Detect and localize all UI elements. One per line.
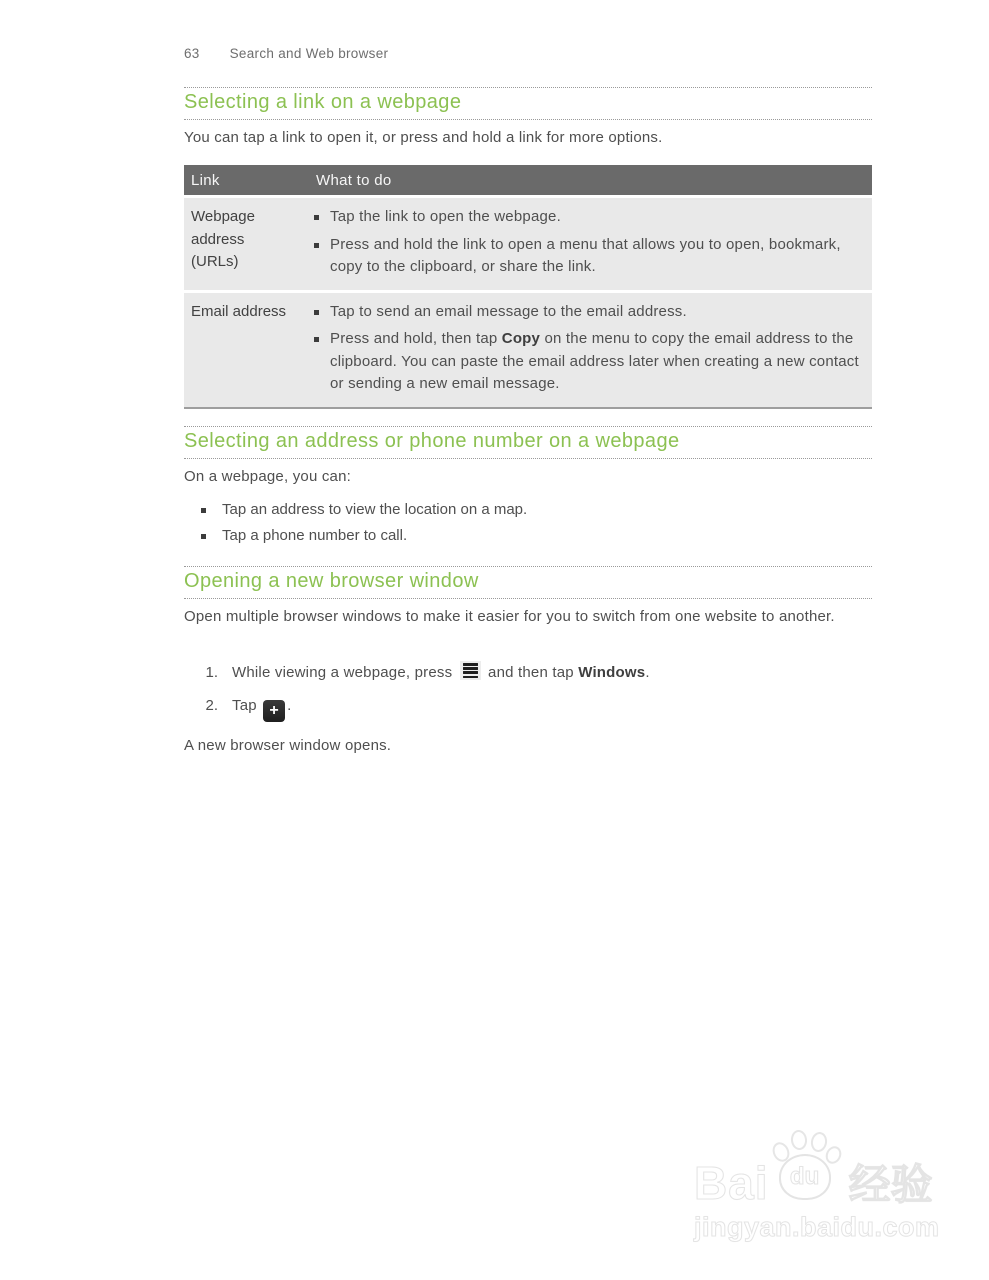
list-item-text: Tap a phone number to call. — [222, 526, 408, 544]
section-intro-new-window: Open multiple browser windows to make it easier for you to switch from one website to another. — [184, 608, 835, 625]
text-segment: and then tap — [488, 664, 574, 681]
table-header-link: Link — [191, 171, 220, 189]
paw-toe — [790, 1129, 808, 1151]
address-options-list — [184, 499, 784, 550]
section-heading-selecting-link: Selecting a link on a webpage — [184, 87, 872, 120]
watermark-bai-text: Bai — [694, 1157, 769, 1209]
table-cell-link-type — [184, 206, 313, 279]
page-number: 63 — [184, 46, 200, 61]
section-intro-selecting-link: You can tap a link to open it, or press and hold a link for more options. — [184, 129, 663, 146]
paw-toe — [809, 1131, 828, 1153]
text-segment: . — [287, 697, 292, 714]
list-item — [313, 328, 860, 396]
list-item-text: Tap to send an email message to the email address. — [330, 302, 687, 320]
bold-windows-label: Windows — [578, 664, 646, 681]
text-segment: While viewing a webpage, press — [232, 664, 453, 681]
section-heading-selecting-address: Selecting an address or phone number on a webpage — [184, 426, 872, 459]
table-cell-link-type — [184, 301, 313, 396]
table-row-webpage-address — [184, 195, 872, 290]
section-intro-selecting-address: On a webpage, you can: — [184, 468, 352, 485]
step-number: 2. — [205, 697, 218, 714]
link-type-label: Webpage address (URLs) — [191, 208, 255, 270]
table-cell-actions — [313, 206, 872, 279]
text-segment: . — [645, 664, 650, 681]
baidu-jingyan-watermark — [694, 1128, 944, 1243]
link-actions-table — [184, 165, 872, 409]
section-heading-new-window: Opening a new browser window — [184, 566, 872, 599]
square-bullet-icon — [201, 508, 206, 513]
baidu-paw-icon — [771, 1128, 843, 1206]
text-segment: Press and hold, then tap — [330, 330, 502, 347]
step-2 — [184, 694, 872, 722]
watermark-site-url: jingyan.baidu.com — [694, 1212, 940, 1242]
watermark-jingyan-text: 经验 — [848, 1161, 933, 1208]
step-text — [232, 694, 292, 722]
square-bullet-icon — [201, 534, 206, 539]
chapter-title: Search and Web browser — [229, 46, 389, 61]
watermark-logo — [694, 1128, 944, 1209]
list-item — [184, 499, 784, 522]
list-item-text: Press and hold the link to open a menu that allows you to open, bookmark, copy to the clipboard, or share the link. — [330, 235, 841, 275]
table-header-what-to-do: What to do — [316, 171, 392, 189]
list-item-text — [330, 328, 860, 396]
table-header-row — [184, 165, 872, 195]
section-outro-new-window: A new browser window opens. — [184, 737, 392, 754]
table-row-email-address — [184, 290, 872, 407]
list-item — [313, 301, 860, 324]
table-cell-actions — [313, 301, 872, 396]
list-item — [184, 525, 784, 548]
square-bullet-icon — [314, 310, 319, 315]
step-text — [232, 661, 650, 685]
new-window-plus-icon: + — [263, 700, 285, 722]
new-window-steps — [184, 661, 872, 731]
text-segment: on the menu to copy the email address to the clipboard. You can paste the email address later when creating a new contact or sending a new email message. — [330, 330, 859, 392]
square-bullet-icon — [314, 337, 319, 342]
menu-button-icon — [460, 661, 481, 680]
bold-copy-label: Copy — [501, 330, 541, 347]
paw-du-text: du — [779, 1154, 831, 1200]
running-head — [184, 46, 388, 61]
square-bullet-icon — [314, 243, 319, 248]
text-segment: Tap — [232, 697, 257, 714]
list-item — [313, 234, 860, 279]
list-item-text: Tap the link to open the webpage. — [330, 208, 561, 225]
step-number: 1. — [205, 664, 218, 681]
list-item-text: Tap an address to view the location on a map. — [222, 501, 528, 518]
step-1 — [184, 661, 872, 685]
link-type-label: Email address — [191, 302, 287, 320]
list-item — [313, 206, 860, 229]
square-bullet-icon — [314, 215, 319, 220]
